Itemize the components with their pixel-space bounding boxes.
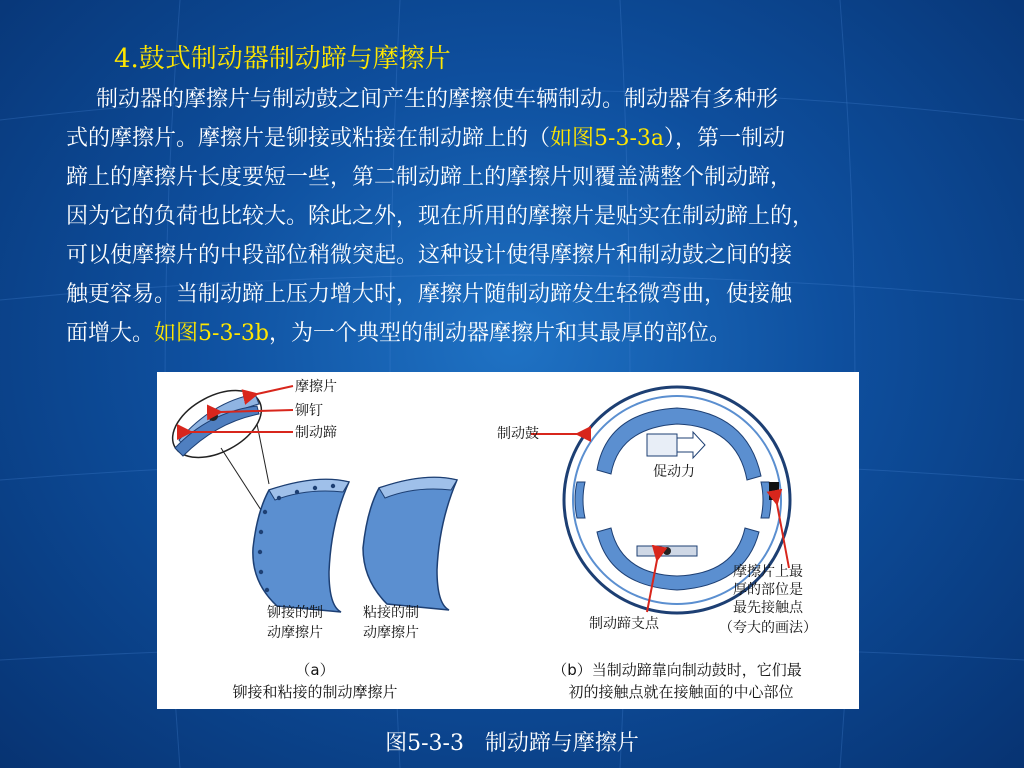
contact-point-marker xyxy=(769,482,779,500)
drum-callout: 制动鼓 xyxy=(497,426,539,442)
bonded-brake-shoe xyxy=(363,477,457,610)
shoe-callout: 制动蹄 xyxy=(295,425,337,441)
paragraph-text: ，为一个典型的制动器摩擦片和其最厚的部位。 xyxy=(268,321,731,346)
caption-b-line1: （b）当制动蹄靠向制动鼓时，它们最 xyxy=(552,661,802,679)
paragraph-line: 制动器的摩擦片与制动鼓之间产生的摩擦使车辆制动。制动器有多种形 xyxy=(96,87,779,112)
figure-reference-b: 如图5-3-3b xyxy=(154,321,269,346)
caption-a-label: （a） xyxy=(295,661,335,679)
paragraph-text: 面增大。 xyxy=(66,321,155,346)
thickest-label-1: 摩擦片上最 xyxy=(733,564,803,580)
body-paragraph xyxy=(66,80,986,353)
thickest-label-2: 厚的部位是 xyxy=(733,582,803,598)
paragraph-line: 触更容易。当制动蹄上压力增大时，摩擦片随制动蹄发生轻微弯曲，使接触 xyxy=(66,282,793,307)
bonded-label-1: 粘接的制 xyxy=(363,605,419,621)
paragraph-line: 因为它的负荷也比较大。除此之外，现在所用的摩擦片是贴实在制动蹄上的， xyxy=(66,204,815,229)
paragraph-text: 式的摩擦片。摩擦片是铆接或粘接在制动蹄上的（ xyxy=(66,126,551,151)
paragraph-line xyxy=(66,314,986,353)
riveted-label-2: 动摩擦片 xyxy=(267,625,323,641)
paragraph-text: ），第一制动 xyxy=(664,126,786,151)
caption-b-line2: 初的接触点就在接触面的中心部位 xyxy=(568,683,794,701)
paragraph-line xyxy=(66,119,986,158)
lining-callout: 摩擦片 xyxy=(295,379,337,395)
figure-caption: 图5-3-3 制动蹄与摩擦片 xyxy=(385,731,639,756)
riveted-brake-shoe xyxy=(253,479,349,612)
thickest-label-4: （夸大的画法） xyxy=(719,620,817,636)
rivet-icon xyxy=(208,411,218,421)
force-label: 促动力 xyxy=(653,464,695,480)
paragraph-line: 可以使摩擦片的中段部位稍微突起。这种设计使得摩擦片和制动鼓之间的接 xyxy=(66,243,793,268)
rivet-callout: 铆钉 xyxy=(295,403,323,419)
slide-title: 4.鼓式制动器制动蹄与摩擦片 xyxy=(114,44,451,74)
paragraph-line: 蹄上的摩擦片长度要短一些，第二制动蹄上的摩擦片则覆盖满整个制动蹄， xyxy=(66,165,793,190)
thickest-label-3: 最先接触点 xyxy=(733,600,803,616)
brake-shoe-figure xyxy=(157,372,859,709)
riveted-label-1: 铆接的制 xyxy=(267,605,323,621)
lining-detail-closeup xyxy=(161,377,272,510)
figure-reference-a: 如图5-3-3a xyxy=(550,126,664,151)
caption-a-text: 铆接和粘接的制动摩擦片 xyxy=(232,683,398,701)
anchor-callout: 制动蹄支点 xyxy=(589,616,659,632)
bonded-label-2: 动摩擦片 xyxy=(363,625,419,641)
